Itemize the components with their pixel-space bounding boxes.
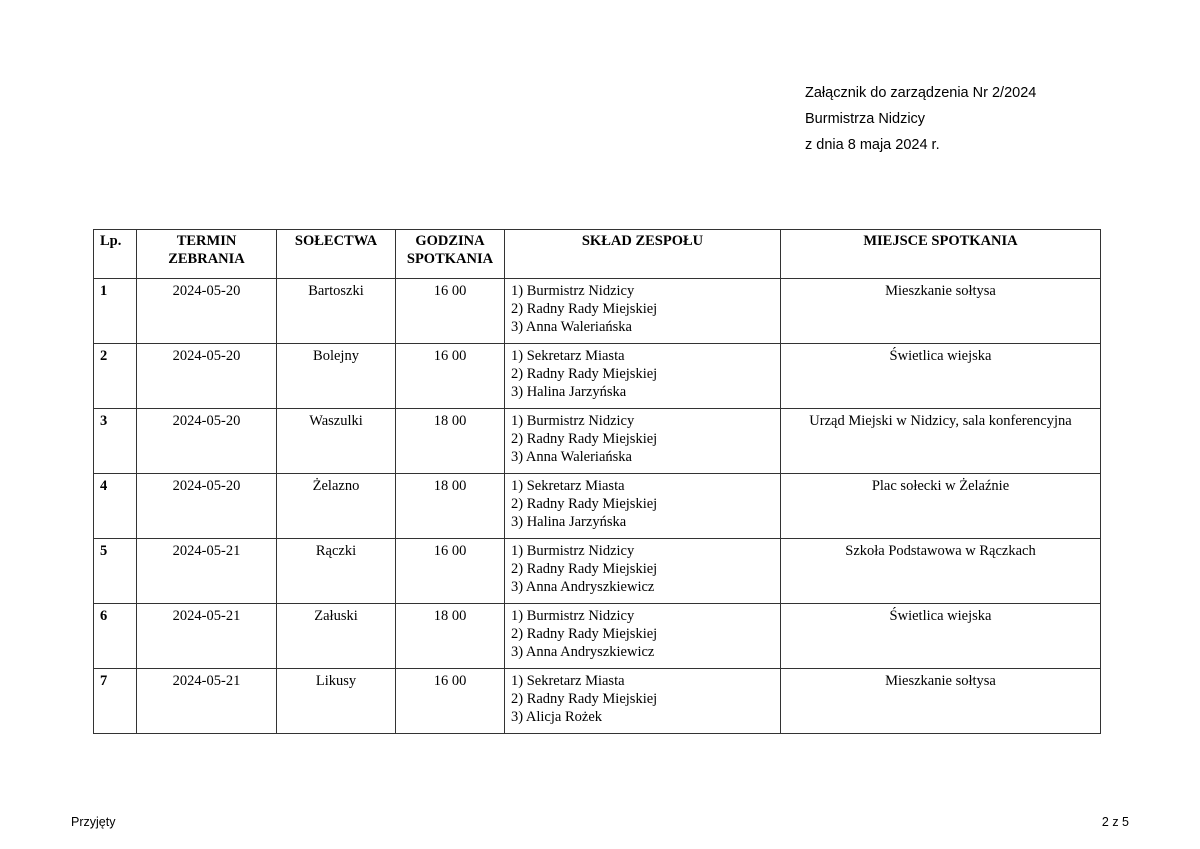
column-header-date [137, 230, 277, 279]
column-header-time-line1: GODZINA [415, 233, 485, 249]
document-header [805, 80, 1036, 158]
table-row [94, 279, 1101, 344]
cell-time: 18 00 [396, 474, 505, 539]
cell-team [505, 279, 781, 344]
table-row [94, 539, 1101, 604]
team-member: 3) Halina Jarzyńska [511, 384, 627, 400]
team-member: 1) Burmistrz Nidzicy [511, 608, 635, 624]
team-member: 3) Alicja Rożek [511, 709, 603, 725]
cell-team [505, 539, 781, 604]
cell-date: 2024-05-20 [137, 279, 277, 344]
cell-lp: 4 [94, 474, 137, 539]
column-header-place: MIEJSCE SPOTKANIA [781, 230, 1101, 279]
cell-place: Urząd Miejski w Nidzicy, sala konferencyjna [781, 409, 1101, 474]
team-member: 3) Anna Andryszkiewicz [511, 579, 655, 595]
team-member: 3) Anna Andryszkiewicz [511, 644, 655, 660]
document-status: Przyjęty [71, 815, 116, 829]
cell-team [505, 344, 781, 409]
column-header-date-line2: ZEBRANIA [168, 251, 245, 267]
team-member: 1) Sekretarz Miasta [511, 478, 625, 494]
team-member: 2) Radny Rady Miejskiej [511, 626, 658, 642]
cell-lp: 5 [94, 539, 137, 604]
table-row [94, 669, 1101, 734]
cell-place: Świetlica wiejska [781, 604, 1101, 669]
cell-time: 16 00 [396, 669, 505, 734]
team-member: 3) Anna Waleriańska [511, 449, 632, 465]
cell-lp: 6 [94, 604, 137, 669]
cell-lp: 3 [94, 409, 137, 474]
cell-village: Bartoszki [277, 279, 396, 344]
team-member: 2) Radny Rady Miejskiej [511, 561, 658, 577]
cell-place: Szkoła Podstawowa w Rączkach [781, 539, 1101, 604]
team-member: 2) Radny Rady Miejskiej [511, 366, 658, 382]
cell-date: 2024-05-21 [137, 539, 277, 604]
page-number: 2 z 5 [1101, 815, 1129, 829]
header-line-issuer: Burmistrza Nidzicy [805, 111, 926, 127]
cell-team [505, 409, 781, 474]
cell-date: 2024-05-20 [137, 344, 277, 409]
column-header-village: SOŁECTWA [277, 230, 396, 279]
team-member: 2) Radny Rady Miejskiej [511, 301, 658, 317]
cell-date: 2024-05-21 [137, 669, 277, 734]
cell-time: 16 00 [396, 279, 505, 344]
cell-village: Waszulki [277, 409, 396, 474]
team-member: 1) Burmistrz Nidzicy [511, 543, 635, 559]
cell-time: 18 00 [396, 604, 505, 669]
header-line-date: z dnia 8 maja 2024 r. [805, 137, 940, 153]
cell-place: Plac sołecki w Żelaźnie [781, 474, 1101, 539]
cell-team [505, 604, 781, 669]
table-row [94, 604, 1101, 669]
cell-time: 16 00 [396, 344, 505, 409]
cell-village: Bolejny [277, 344, 396, 409]
team-member: 1) Burmistrz Nidzicy [511, 283, 635, 299]
cell-date: 2024-05-21 [137, 604, 277, 669]
header-line-annex: Załącznik do zarządzenia Nr 2/2024 [805, 85, 1037, 101]
meeting-schedule-table [93, 229, 1101, 734]
table-row [94, 474, 1101, 539]
table-header-row [94, 230, 1101, 279]
team-member: 3) Anna Waleriańska [511, 319, 632, 335]
table-row [94, 344, 1101, 409]
team-member: 2) Radny Rady Miejskiej [511, 431, 658, 447]
team-member: 1) Sekretarz Miasta [511, 673, 625, 689]
team-member: 1) Sekretarz Miasta [511, 348, 625, 364]
cell-place: Mieszkanie sołtysa [781, 279, 1101, 344]
cell-village: Rączki [277, 539, 396, 604]
cell-time: 16 00 [396, 539, 505, 604]
team-member: 3) Halina Jarzyńska [511, 514, 627, 530]
cell-date: 2024-05-20 [137, 474, 277, 539]
team-member: 2) Radny Rady Miejskiej [511, 691, 658, 707]
column-header-time [396, 230, 505, 279]
cell-lp: 1 [94, 279, 137, 344]
cell-village: Likusy [277, 669, 396, 734]
column-header-date-line1: TERMIN [176, 233, 237, 249]
team-member: 2) Radny Rady Miejskiej [511, 496, 658, 512]
cell-place: Mieszkanie sołtysa [781, 669, 1101, 734]
cell-village: Załuski [277, 604, 396, 669]
team-member: 1) Burmistrz Nidzicy [511, 413, 635, 429]
cell-time: 18 00 [396, 409, 505, 474]
table-row [94, 409, 1101, 474]
cell-date: 2024-05-20 [137, 409, 277, 474]
cell-village: Żelazno [277, 474, 396, 539]
column-header-lp: Lp. [94, 230, 137, 279]
column-header-team: SKŁAD ZESPOŁU [505, 230, 781, 279]
cell-lp: 7 [94, 669, 137, 734]
cell-team [505, 474, 781, 539]
column-header-time-line2: SPOTKANIA [406, 251, 494, 267]
cell-team [505, 669, 781, 734]
cell-place: Świetlica wiejska [781, 344, 1101, 409]
cell-lp: 2 [94, 344, 137, 409]
